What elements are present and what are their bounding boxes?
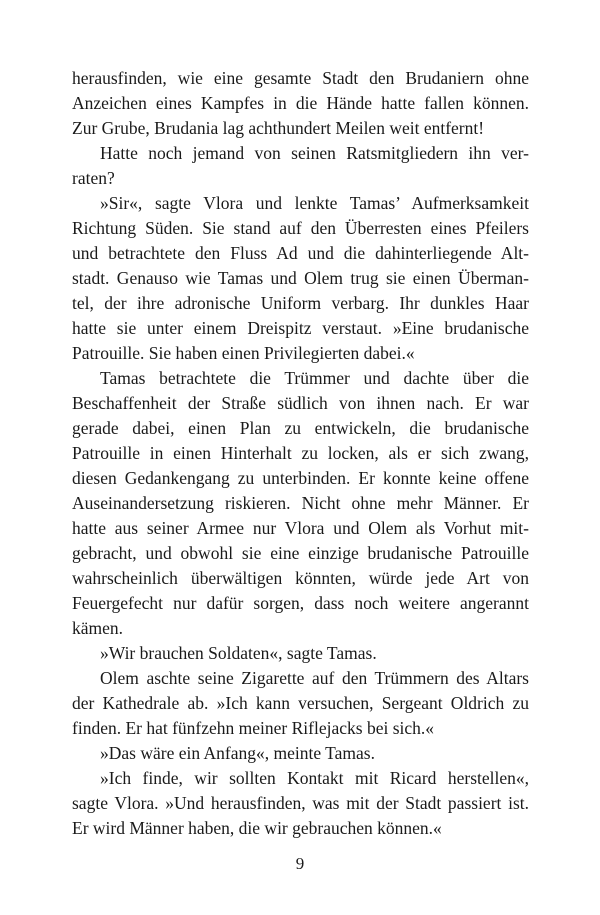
text-line: der Kathedrale ab. »Ich kann versuchen, Sergeant Oldrich zu [72, 693, 529, 713]
text-line: Patrouille in einen Hinterhalt zu locken, als er sich zwang, [72, 443, 529, 463]
text-line: »Wir brauchen Soldaten«, sagte Tamas. [100, 643, 377, 663]
text-line: »Sir«, sagte Vlora und lenkte Tamas’ Aufmerksamkeit [100, 193, 529, 213]
page-number: 9 [295, 854, 305, 873]
text-line: hatte aus seiner Armee nur Vlora und Olem als Vorhut mit- [72, 518, 529, 538]
text-line: Beschaffenheit der Straße südlich von ihnen nach. Er war [72, 393, 529, 413]
text-line: hatte sie unter einem Dreispitz verstaut. »Eine brudanische [72, 318, 529, 338]
text-line: Patrouille. Sie haben einen Privilegierten dabei.« [72, 343, 415, 363]
text-line: tel, der ihre adronische Uniform verbarg. Ihr dunkles Haar [72, 293, 529, 313]
text-line: Anzeichen eines Kampfes in die Hände hatte fallen können. [72, 93, 529, 113]
book-page-text [72, 66, 529, 841]
text-line: wahrscheinlich überwältigen könnten, würde jede Art von [72, 568, 529, 588]
text-line: Auseinandersetzung riskieren. Nicht ohne mehr Männer. Er [72, 493, 529, 513]
text-line: sagte Vlora. »Und herausfinden, was mit der Stadt passiert ist. [72, 793, 529, 813]
text-line: Feuergefecht nur dafür sorgen, dass noch weitere angerannt [72, 593, 529, 613]
text-line: diesen Gedankengang zu unterbinden. Er konnte keine offene [72, 468, 529, 488]
text-line: Zur Grube, Brudania lag achthundert Meilen weit entfernt! [72, 118, 485, 138]
text-line: gebracht, und obwohl sie eine einzige brudanische Patrouille [72, 543, 529, 563]
text-line: Richtung Süden. Sie stand auf den Überresten eines Pfeilers [72, 218, 529, 238]
text-line: Er wird Männer haben, die wir gebrauchen können.« [72, 818, 442, 838]
text-line: und betrachtete den Fluss Ad und die dahinterliegende Alt- [72, 243, 529, 263]
text-line: kämen. [72, 618, 124, 638]
text-line: »Ich finde, wir sollten Kontakt mit Ricard herstellen«, [100, 768, 529, 788]
text-line: herausfinden, wie eine gesamte Stadt den Brudaniern ohne [72, 68, 529, 88]
text-line: raten? [72, 168, 115, 188]
text-line: finden. Er hat fünfzehn meiner Riflejacks bei sich.« [72, 718, 435, 738]
text-line: stadt. Genauso wie Tamas und Olem trug sie einen Überman- [72, 268, 529, 288]
text-line: Olem aschte seine Zigarette auf den Trümmern des Altars [100, 668, 529, 688]
text-line: Hatte noch jemand von seinen Ratsmitgliedern ihn ver- [100, 143, 529, 163]
text-line: gerade dabei, einen Plan zu entwickeln, die brudanische [72, 418, 529, 438]
text-line: »Das wäre ein Anfang«, meinte Tamas. [100, 743, 375, 763]
text-line: Tamas betrachtete die Trümmer und dachte über die [100, 368, 529, 388]
